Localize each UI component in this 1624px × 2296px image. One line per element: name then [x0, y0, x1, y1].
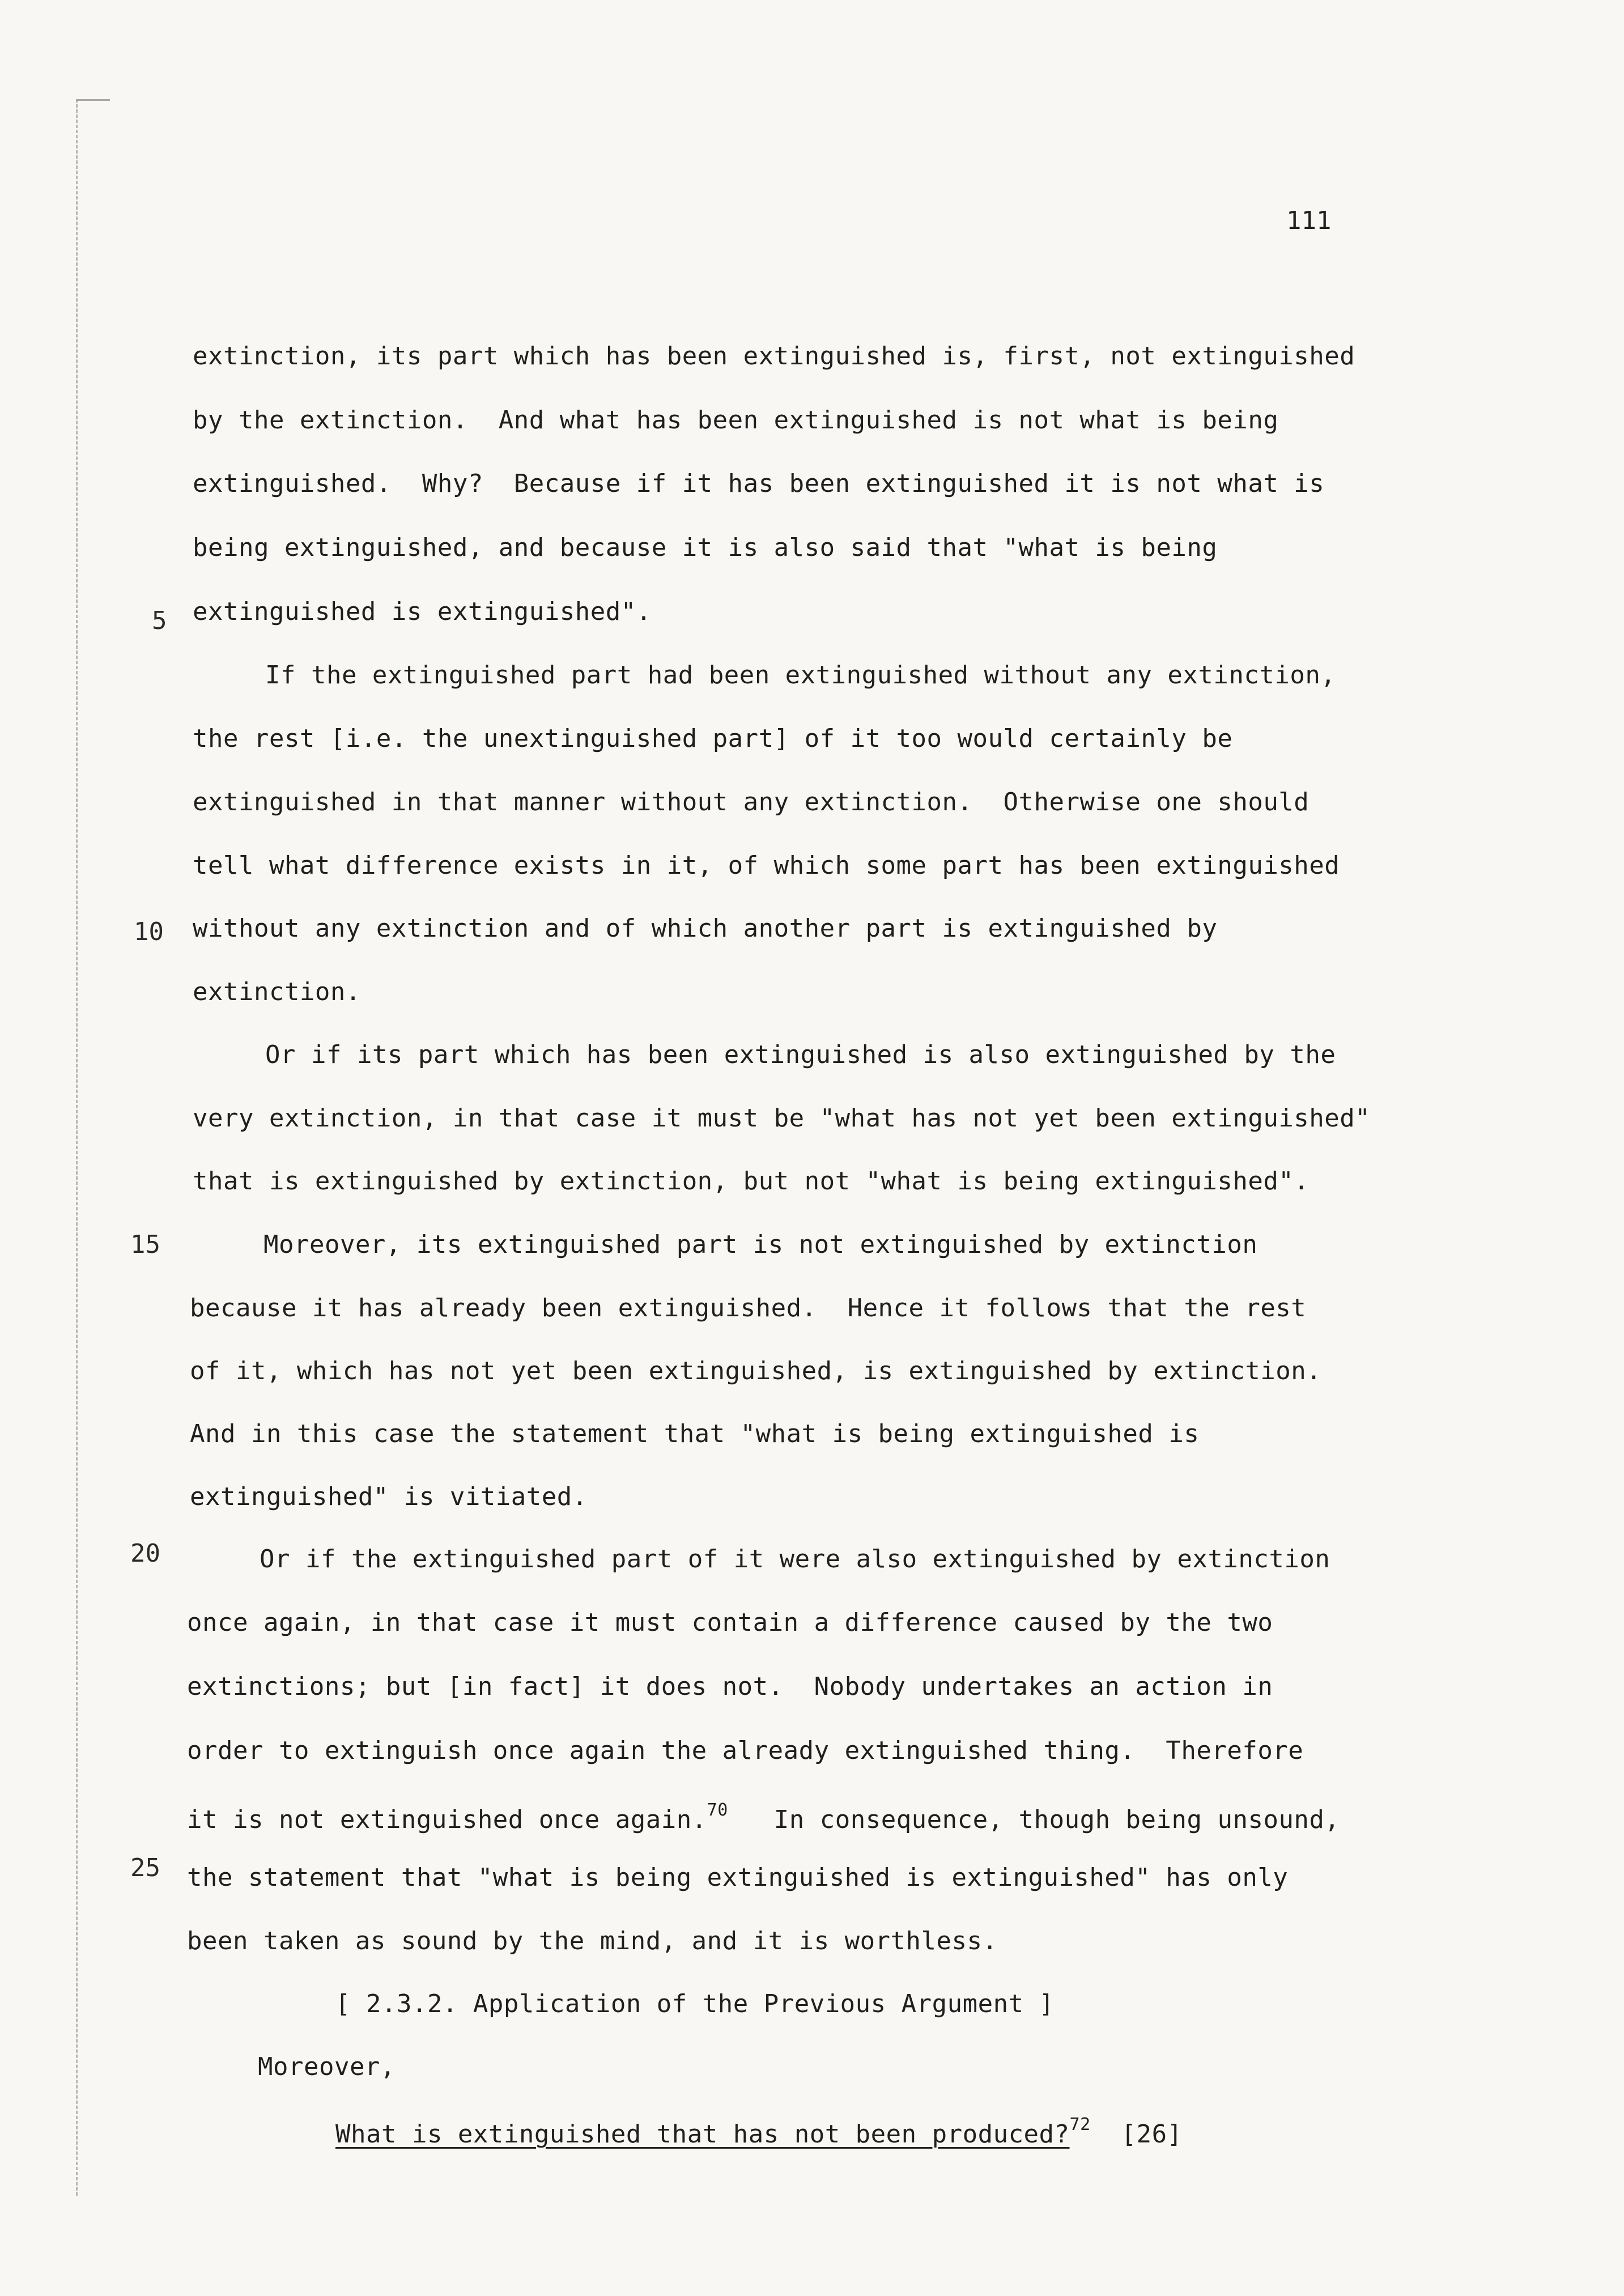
- text-line-23: order to extinguish once again the already extinguished thing. Therefore: [187, 1736, 1304, 1765]
- footnote-ref-70: 70: [707, 1800, 728, 1820]
- line-number-25: 25: [130, 1853, 160, 1882]
- text-line-7: the rest [i.e. the unextinguished part] of it too would certainly be: [193, 724, 1233, 753]
- text-line-16: because it has already been extinguished. Hence it follows that the rest: [190, 1294, 1307, 1323]
- text-line-18: And in this case the statement that "what is being extinguished is: [190, 1419, 1200, 1448]
- text-line-6: If the extinguished part had been extinguished without any extinction,: [265, 661, 1336, 690]
- verse-ref: [1091, 2120, 1121, 2149]
- text-line-22: extinctions; but [in fact] it does not. Nobody undertakes an action in: [187, 1672, 1273, 1701]
- text-line-2: by the extinction. And what has been extinguished is not what is being: [193, 406, 1279, 435]
- lead-in: Moreover,: [258, 2052, 396, 2081]
- line-number-15: 15: [130, 1230, 160, 1259]
- text-line-24-main: it is not extinguished once again.: [187, 1805, 707, 1834]
- line-number-5: 5: [152, 606, 167, 635]
- text-line-11: extinction.: [193, 977, 361, 1006]
- verse-reference: [26]: [1121, 2120, 1183, 2149]
- text-line-3: extinguished. Why? Because if it has been extinguished it is not what is: [193, 469, 1325, 498]
- text-line-25: the statement that "what is being extinguished is extinguished" has only: [187, 1863, 1289, 1892]
- text-line-4: being extinguished, and because it is also said that "what is being: [193, 533, 1218, 562]
- text-line-9: tell what difference exists in it, of which some part has been extinguished: [193, 851, 1340, 880]
- text-line-8: extinguished in that manner without any extinction. Otherwise one should: [193, 788, 1310, 817]
- text-line-15: Moreover, its extinguished part is not extinguished by extinction: [263, 1230, 1258, 1259]
- verse-line: [335, 2116, 1183, 2147]
- text-line-5: extinguished is extinguished".: [193, 597, 652, 626]
- text-line-12: Or if its part which has been extinguished is also extinguished by the: [265, 1040, 1336, 1069]
- page-number: 111: [1286, 206, 1332, 235]
- text-line-14: that is extinguished by extinction, but not "what is being extinguished".: [193, 1167, 1310, 1196]
- text-line-21: once again, in that case it must contain a difference caused by the two: [187, 1608, 1273, 1637]
- text-line-24-tail: In consequence, though being unsound,: [728, 1805, 1340, 1834]
- text-line-10: without any extinction and of which another part is extinguished by: [193, 914, 1218, 943]
- text-line-26: been taken as sound by the mind, and it is worthless.: [187, 1927, 998, 1955]
- text-line-17: of it, which has not yet been extinguished, is extinguished by extinction.: [190, 1357, 1322, 1385]
- footnote-ref-72: 72: [1069, 2115, 1091, 2135]
- text-line-1: extinction, its part which has been extinguished is, first, not extinguished: [193, 342, 1355, 371]
- text-line-19: extinguished" is vitiated.: [190, 1482, 588, 1511]
- left-margin-rule: [76, 99, 78, 2196]
- text-line-24: [187, 1802, 1340, 1832]
- section-heading: [ 2.3.2. Application of the Previous Argument ]: [335, 1989, 1055, 2018]
- line-number-10: 10: [134, 917, 164, 946]
- line-number-20: 20: [130, 1539, 160, 1568]
- top-margin-tick: [76, 99, 110, 101]
- text-line-20: Or if the extinguished part of it were also extinguished by extinction: [260, 1545, 1330, 1574]
- verse-text: What is extinguished that has not been produced?: [335, 2120, 1070, 2149]
- text-line-13: very extinction, in that case it must be "what has not yet been extinguished": [193, 1104, 1371, 1133]
